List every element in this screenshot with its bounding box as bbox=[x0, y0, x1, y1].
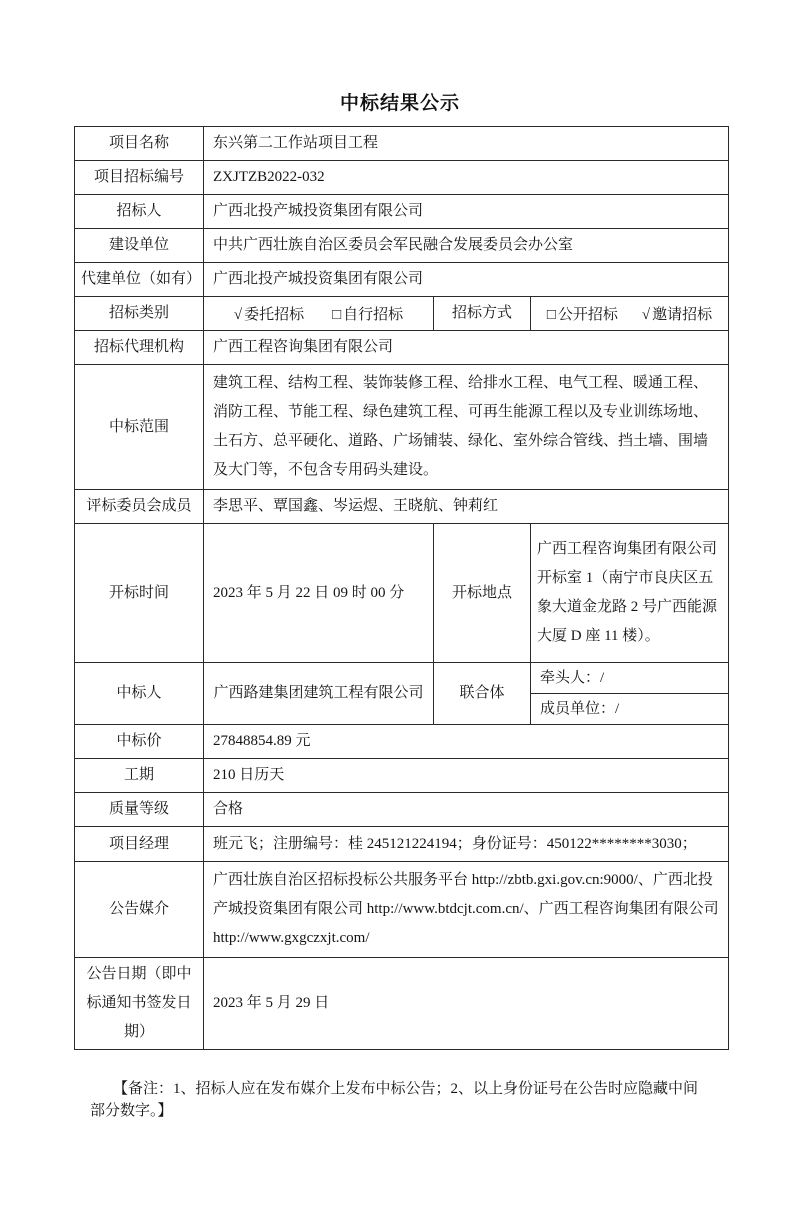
construction-unit-value: 中共广西壮族自治区委员会军民融合发展委员会办公室 bbox=[204, 229, 729, 263]
tender-method-options bbox=[531, 297, 729, 331]
remark-note: 【备注：1、招标人应在发布媒介上发布中标公告；2、以上身份证号在公告时应隐藏中间部分数字。】 bbox=[90, 1081, 699, 1119]
construction-unit-label: 建设单位 bbox=[75, 229, 204, 263]
bid-opening-time-value: 2023 年 5 月 22 日 09 时 00 分 bbox=[204, 524, 434, 663]
table-row bbox=[75, 365, 729, 490]
tender-no-label: 项目招标编号 bbox=[75, 161, 204, 195]
table-row bbox=[75, 195, 729, 229]
table-row bbox=[75, 161, 729, 195]
tender-category-label: 招标类别 bbox=[75, 297, 204, 331]
document-page bbox=[0, 88, 800, 1219]
announcement-date-value: 2023 年 5 月 29 日 bbox=[204, 958, 729, 1050]
agent-unit-value: 广西北投产城投资集团有限公司 bbox=[204, 263, 729, 297]
tender-agency-value: 广西工程咨询集团有限公司 bbox=[204, 331, 729, 365]
table-row bbox=[75, 958, 729, 1050]
bid-scope-value: 建筑工程、结构工程、装饰装修工程、给排水工程、电气工程、暖通工程、消防工程、节能工程、绿色建筑工程、可再生能源工程以及专业训练场地、土石方、总平硬化、道路、广场铺装、绿化、室外综合管线、挡土墙、围墙及大门等，不包含专用码头建设。 bbox=[204, 365, 729, 490]
consortium-label: 联合体 bbox=[434, 663, 531, 725]
table-row bbox=[75, 127, 729, 161]
tender-category-options bbox=[204, 297, 434, 331]
consortium-members-value: 成员单位：/ bbox=[531, 694, 729, 725]
table-row bbox=[75, 663, 729, 694]
check-mark-icon: √ bbox=[233, 307, 243, 323]
table-row bbox=[75, 827, 729, 862]
project-manager-label: 项目经理 bbox=[75, 827, 204, 862]
consortium-leader-value: 牵头人：/ bbox=[531, 663, 729, 694]
agent-unit-label: 代建单位（如有） bbox=[75, 263, 204, 297]
table-row bbox=[75, 759, 729, 793]
evaluation-committee-value: 李思平、覃国鑫、岑运煜、王晓航、钟莉红 bbox=[204, 490, 729, 524]
tender-agency-label: 招标代理机构 bbox=[75, 331, 204, 365]
table-row bbox=[75, 297, 729, 331]
table-row bbox=[75, 490, 729, 524]
announcement-media-value: 广西壮族自治区招标投标公共服务平台 http://zbtb.gxi.gov.cn:9000/、广西北投产城投资集团有限公司 http://www.btdcjt.com.cn/、广西工程咨询集团有限公司 http://www.gxgczxjt.com/ bbox=[204, 862, 729, 958]
project-name-value: 东兴第二工作站项目工程 bbox=[204, 127, 729, 161]
bid-scope-label: 中标范围 bbox=[75, 365, 204, 490]
option-self-tender bbox=[332, 303, 403, 324]
table-row bbox=[75, 524, 729, 663]
winner-label: 中标人 bbox=[75, 663, 204, 725]
option-label: 邀请招标 bbox=[652, 307, 713, 323]
option-entrusted-tender bbox=[234, 303, 304, 324]
option-label: 公开招标 bbox=[557, 307, 618, 323]
option-label: 委托招标 bbox=[244, 307, 305, 323]
bid-price-value: 27848854.89 元 bbox=[204, 725, 729, 759]
checkbox-icon: □ bbox=[332, 307, 342, 323]
quality-grade-label: 质量等级 bbox=[75, 793, 204, 827]
announcement-date-label: 公告日期（即中标通知书签发日期） bbox=[75, 958, 204, 1050]
duration-label: 工期 bbox=[75, 759, 204, 793]
option-open-tender bbox=[547, 303, 618, 324]
project-manager-value: 班元飞；注册编号：桂 245121224194；身份证号：450122********3030； bbox=[204, 827, 729, 862]
bid-price-label: 中标价 bbox=[75, 725, 204, 759]
evaluation-committee-label: 评标委员会成员 bbox=[75, 490, 204, 524]
tenderer-label: 招标人 bbox=[75, 195, 204, 229]
table-row bbox=[75, 793, 729, 827]
checkbox-icon: □ bbox=[546, 307, 556, 323]
table-row bbox=[75, 862, 729, 958]
bid-opening-place-value: 广西工程咨询集团有限公司开标室 1（南宁市良庆区五象大道金龙路 2 号广西能源大厦 D 座 11 楼）。 bbox=[531, 524, 729, 663]
project-name-label: 项目名称 bbox=[75, 127, 204, 161]
announcement-media-label: 公告媒介 bbox=[75, 862, 204, 958]
tender-no-value: ZXJTZB2022-032 bbox=[204, 161, 729, 195]
winner-value: 广西路建集团建筑工程有限公司 bbox=[204, 663, 434, 725]
page-title: 中标结果公示 bbox=[339, 93, 460, 114]
table-row bbox=[75, 725, 729, 759]
table-row bbox=[75, 331, 729, 365]
tender-method-label: 招标方式 bbox=[434, 297, 531, 331]
table-row bbox=[75, 229, 729, 263]
bid-opening-time-label: 开标时间 bbox=[75, 524, 204, 663]
tenderer-value: 广西北投产城投资集团有限公司 bbox=[204, 195, 729, 229]
option-label: 自行招标 bbox=[343, 307, 404, 323]
quality-grade-value: 合格 bbox=[204, 793, 729, 827]
option-invited-tender bbox=[642, 303, 712, 324]
check-mark-icon: √ bbox=[641, 307, 651, 323]
bid-result-table bbox=[74, 126, 729, 1050]
table-row bbox=[75, 263, 729, 297]
duration-value: 210 日历天 bbox=[204, 759, 729, 793]
bid-opening-place-label: 开标地点 bbox=[434, 524, 531, 663]
